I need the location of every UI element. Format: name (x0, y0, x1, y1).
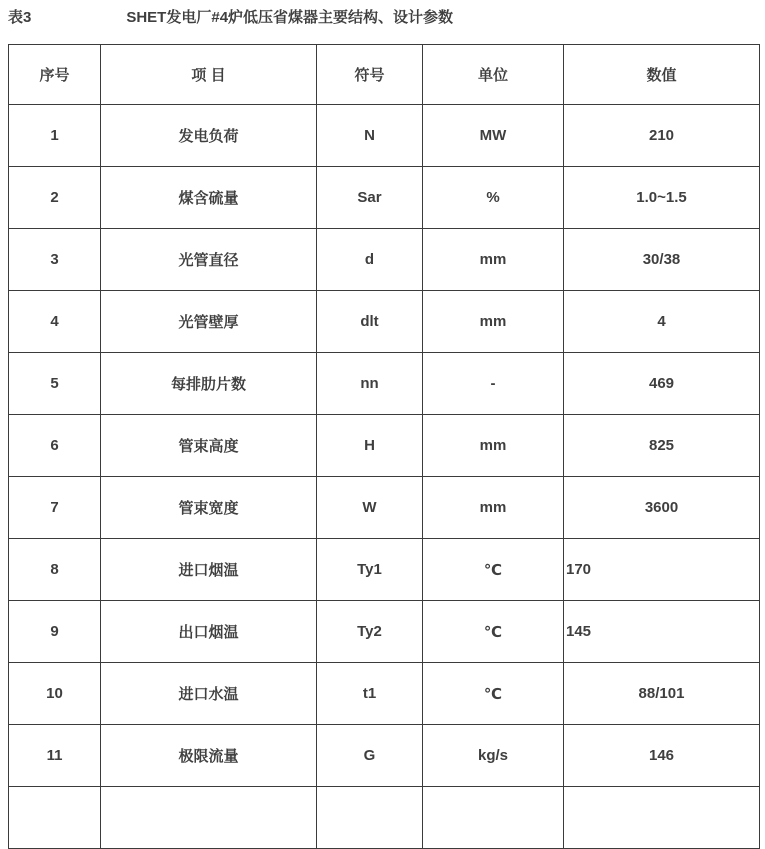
cell-no: 10 (9, 663, 101, 725)
cell-value: 3600 (564, 477, 760, 539)
cell-symbol: t1 (317, 663, 423, 725)
header-cell-symbol: 符号 (317, 45, 423, 105)
cell-no: 11 (9, 725, 101, 787)
header-cell-unit: 单位 (423, 45, 564, 105)
table-row (9, 477, 760, 539)
table-row (9, 601, 760, 663)
cell-unit: mm (423, 477, 564, 539)
cell-symbol: N (317, 105, 423, 167)
cell-value: 1.0~1.5 (564, 167, 760, 229)
table-row (9, 229, 760, 291)
cell-value: 469 (564, 353, 760, 415)
cell-item: 每排肋片数 (101, 353, 317, 415)
cell-no (9, 787, 101, 849)
cell-symbol (317, 787, 423, 849)
cell-no: 9 (9, 601, 101, 663)
cell-item: 管束高度 (101, 415, 317, 477)
cell-value: 30/38 (564, 229, 760, 291)
cell-unit: mm (423, 291, 564, 353)
cell-symbol: d (317, 229, 423, 291)
table-row (9, 725, 760, 787)
cell-no: 3 (9, 229, 101, 291)
cell-symbol: Ty2 (317, 601, 423, 663)
cell-symbol: nn (317, 353, 423, 415)
cell-no: 1 (9, 105, 101, 167)
cell-item: 出口烟温 (101, 601, 317, 663)
cell-no: 4 (9, 291, 101, 353)
cell-no: 6 (9, 415, 101, 477)
cell-value: 88/101 (564, 663, 760, 725)
cell-item: 进口烟温 (101, 539, 317, 601)
cell-symbol: Sar (317, 167, 423, 229)
cell-symbol: Ty1 (317, 539, 423, 601)
table-row (9, 539, 760, 601)
cell-symbol: dlt (317, 291, 423, 353)
parameters-table (8, 44, 760, 849)
cell-symbol: G (317, 725, 423, 787)
cell-unit: ℃ (423, 663, 564, 725)
table-row (9, 167, 760, 229)
cell-no: 7 (9, 477, 101, 539)
cell-value: 145 (564, 601, 760, 663)
cell-item: 极限流量 (101, 725, 317, 787)
table-row (9, 105, 760, 167)
table-row-partial (9, 787, 760, 849)
header-cell-item: 项 目 (101, 45, 317, 105)
cell-no: 2 (9, 167, 101, 229)
cell-item: 煤含硫量 (101, 167, 317, 229)
cell-unit: MW (423, 105, 564, 167)
cell-item: 发电负荷 (101, 105, 317, 167)
cell-item: 光管壁厚 (101, 291, 317, 353)
table-row (9, 415, 760, 477)
cell-value: 4 (564, 291, 760, 353)
table-row (9, 353, 760, 415)
header-cell-value: 数值 (564, 45, 760, 105)
cell-symbol: W (317, 477, 423, 539)
table-row (9, 291, 760, 353)
table-header-row (9, 45, 760, 105)
cell-item (101, 787, 317, 849)
cell-unit: ℃ (423, 601, 564, 663)
cell-value: 170 (564, 539, 760, 601)
cell-value: 146 (564, 725, 760, 787)
table-row (9, 663, 760, 725)
cell-unit: mm (423, 415, 564, 477)
table-caption (8, 8, 765, 28)
cell-unit: % (423, 167, 564, 229)
cell-symbol: H (317, 415, 423, 477)
table-title: SHET发电厂#4炉低压省煤器主要结构、设计参数 (126, 9, 454, 26)
cell-unit: mm (423, 229, 564, 291)
cell-item: 进口水温 (101, 663, 317, 725)
cell-no: 5 (9, 353, 101, 415)
header-cell-no: 序号 (9, 45, 101, 105)
cell-unit: kg/s (423, 725, 564, 787)
cell-no: 8 (9, 539, 101, 601)
cell-item: 管束宽度 (101, 477, 317, 539)
cell-unit (423, 787, 564, 849)
cell-value: 210 (564, 105, 760, 167)
cell-unit: ℃ (423, 539, 564, 601)
table-number-label: 表3 (8, 9, 32, 26)
cell-item: 光管直径 (101, 229, 317, 291)
cell-unit: - (423, 353, 564, 415)
cell-value (564, 787, 760, 849)
cell-value: 825 (564, 415, 760, 477)
